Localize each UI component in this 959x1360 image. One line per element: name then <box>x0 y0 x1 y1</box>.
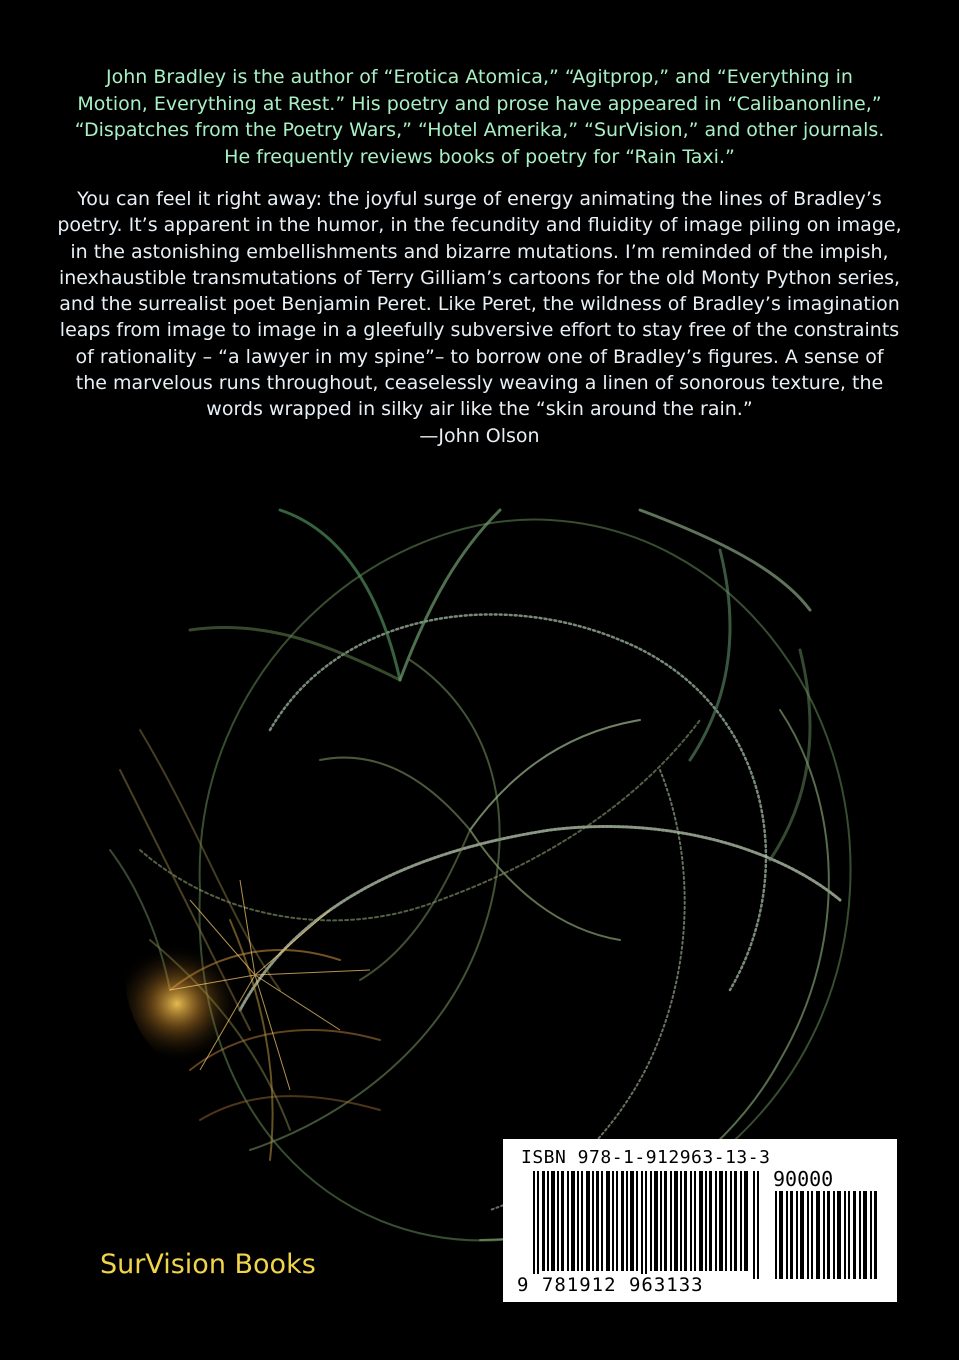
blurb-line: You can feel it right away: the joyful surge of energy animating the lines of Bradley’s <box>77 188 882 210</box>
publisher-logo-text: SurVision Books <box>100 1249 316 1280</box>
blurb-line: words wrapped in silky air like the “skin around the rain.” <box>206 398 753 421</box>
blurb-line: poetry. It’s apparent in the humor, in the fecundity and fluidity of image piling on image, <box>57 214 902 237</box>
bio-line: John Bradley is the author of “Erotica Atomica,” “Agitprop,” and “Everything in <box>106 66 853 88</box>
isbn-label: ISBN 978-1-912963-13-3 <box>521 1147 771 1168</box>
bio-line: Motion, Everything at Rest.” His poetry and prose have appeared in “Calibanonline,” <box>77 92 882 115</box>
blurb-line: leaps from image to image in a gleefully subversive effort to stay free of the constraints <box>59 319 900 342</box>
price-addon-bars <box>775 1191 881 1279</box>
blurb-line: and the surrealist poet Benjamin Peret. Like Peret, the wildness of Bradley’s imagination <box>59 293 900 316</box>
blurb-line: of rationality – “a lawyer in my spine”– to borrow one of Bradley’s figures. A sense of <box>75 345 884 368</box>
blurb-line: inexhaustible transmutations of Terry Gilliam’s cartoons for the old Monty Python series, <box>58 266 901 289</box>
ean-digits: 9 781912 963133 <box>517 1274 704 1296</box>
blurb-line: in the astonishing embellishments and bizarre mutations. I’m reminded of the impish, <box>70 240 889 263</box>
bio-line: He frequently reviews books of poetry for “Rain Taxi.” <box>224 145 735 168</box>
blurb-attribution: —John Olson <box>419 424 540 447</box>
ean-barcode-bars <box>533 1171 763 1279</box>
blurb-line: the marvelous runs throughout, ceaselessly weaving a linen of sonorous texture, the <box>75 372 884 395</box>
price-code: 90000 <box>773 1167 834 1191</box>
isbn-barcode <box>503 1139 897 1302</box>
review-blurb <box>40 186 919 449</box>
author-bio <box>50 64 909 170</box>
bio-line: “Dispatches from the Poetry Wars,” “Hotel Amerika,” “SurVision,” and other journals. <box>74 119 885 141</box>
